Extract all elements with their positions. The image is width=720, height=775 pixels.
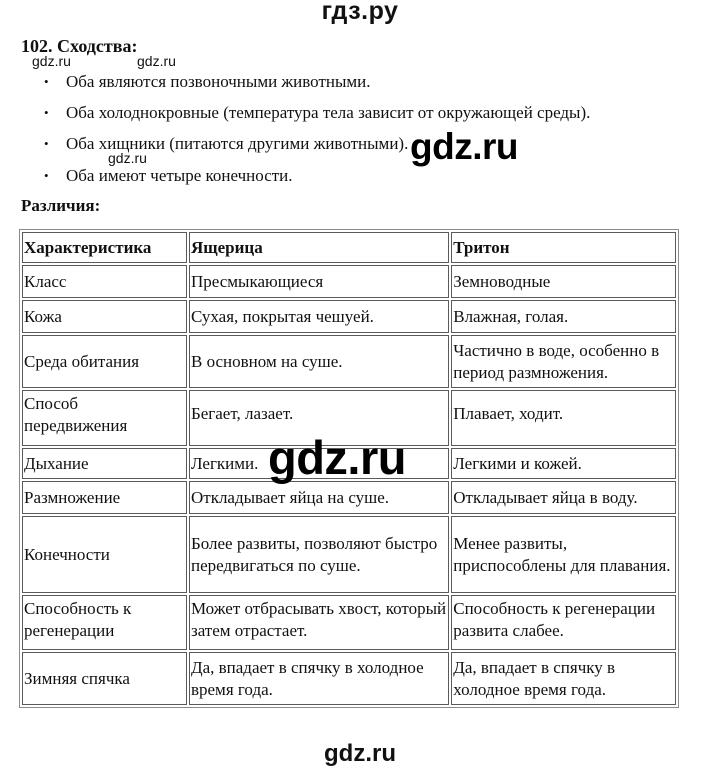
list-item [44, 134, 408, 154]
table-cell: Да, впадает в спячку в холодное время года. [189, 652, 449, 705]
table-cell: Пресмыкающиеся [189, 265, 449, 298]
table-row [22, 300, 676, 333]
table-row [22, 595, 676, 650]
table-row [22, 481, 676, 514]
list-item-text: Оба холоднокровные (температура тела зависит от окружающей среды). [66, 103, 591, 122]
table-cell: Может отбрасывать хвост, который затем отрастает. [189, 595, 449, 650]
table-header-row [22, 232, 676, 263]
list-item [44, 103, 590, 123]
table-cell: Частично в воде, особенно в период размножения. [451, 335, 676, 388]
table-row [22, 335, 676, 388]
list-item-text: Оба хищники (питаются другими животными). [66, 134, 409, 153]
task-title: 102. Сходства: [21, 36, 138, 56]
table-cell: Класс [22, 265, 187, 298]
bullet-icon: • [44, 74, 49, 89]
table-row [22, 516, 676, 593]
table-cell: Откладывает яйца в воду. [451, 481, 676, 514]
table-cell: Менее развиты, приспособлены для плавания. [451, 516, 676, 593]
table-cell: Сухая, покрытая чешуей. [189, 300, 449, 333]
table-cell: Да, впадает в спячку в холодное время года. [451, 652, 676, 705]
bullet-icon: • [44, 136, 49, 151]
watermark-small: gdz.ru [32, 53, 71, 69]
table-cell: Способ передвижения [22, 390, 187, 446]
table-cell: Размножение [22, 481, 187, 514]
table-cell: Откладывает яйца на суше. [189, 481, 449, 514]
table-cell: Более развиты, позволяют быстро передвигаться по суше. [189, 516, 449, 593]
bullet-icon: • [44, 105, 49, 120]
table-cell: Кожа [22, 300, 187, 333]
list-item [44, 72, 371, 92]
column-header: Ящерица [189, 232, 449, 263]
table-cell: Среда обитания [22, 335, 187, 388]
table-cell: Влажная, голая. [451, 300, 676, 333]
table-cell: В основном на суше. [189, 335, 449, 388]
table-cell: Способность к регенерации развита слабее. [451, 595, 676, 650]
column-header: Тритон [451, 232, 676, 263]
list-item-text: Оба имеют четыре конечности. [66, 166, 293, 185]
watermark-large: gdz.ru [410, 126, 518, 167]
table-row [22, 265, 676, 298]
table-cell: Легкими. [189, 448, 449, 479]
watermark-small: gdz.ru [137, 53, 176, 69]
table-cell: Конечности [22, 516, 187, 593]
table-cell: Зимняя спячка [22, 652, 187, 705]
watermark-large: gdz.ru [268, 431, 406, 484]
list-item-text: Оба являются позвоночными животными. [66, 72, 371, 91]
column-header: Характеристика [22, 232, 187, 263]
table-cell: Способность к регенерации [22, 595, 187, 650]
table-cell: Бегает, лазает. [189, 390, 449, 446]
table-cell: Земноводные [451, 265, 676, 298]
site-footer-label: gdz.ru [324, 740, 396, 767]
bullet-icon: • [44, 168, 49, 183]
table-row [22, 652, 676, 705]
differences-title: Различия: [21, 196, 101, 215]
table-cell: Легкими и кожей. [451, 448, 676, 479]
table-cell: Дыхание [22, 448, 187, 479]
site-header-label: гдз.ру [321, 0, 399, 25]
watermark-small: gdz.ru [108, 150, 147, 166]
list-item [44, 166, 293, 186]
table-cell: Плавает, ходит. [451, 390, 676, 446]
